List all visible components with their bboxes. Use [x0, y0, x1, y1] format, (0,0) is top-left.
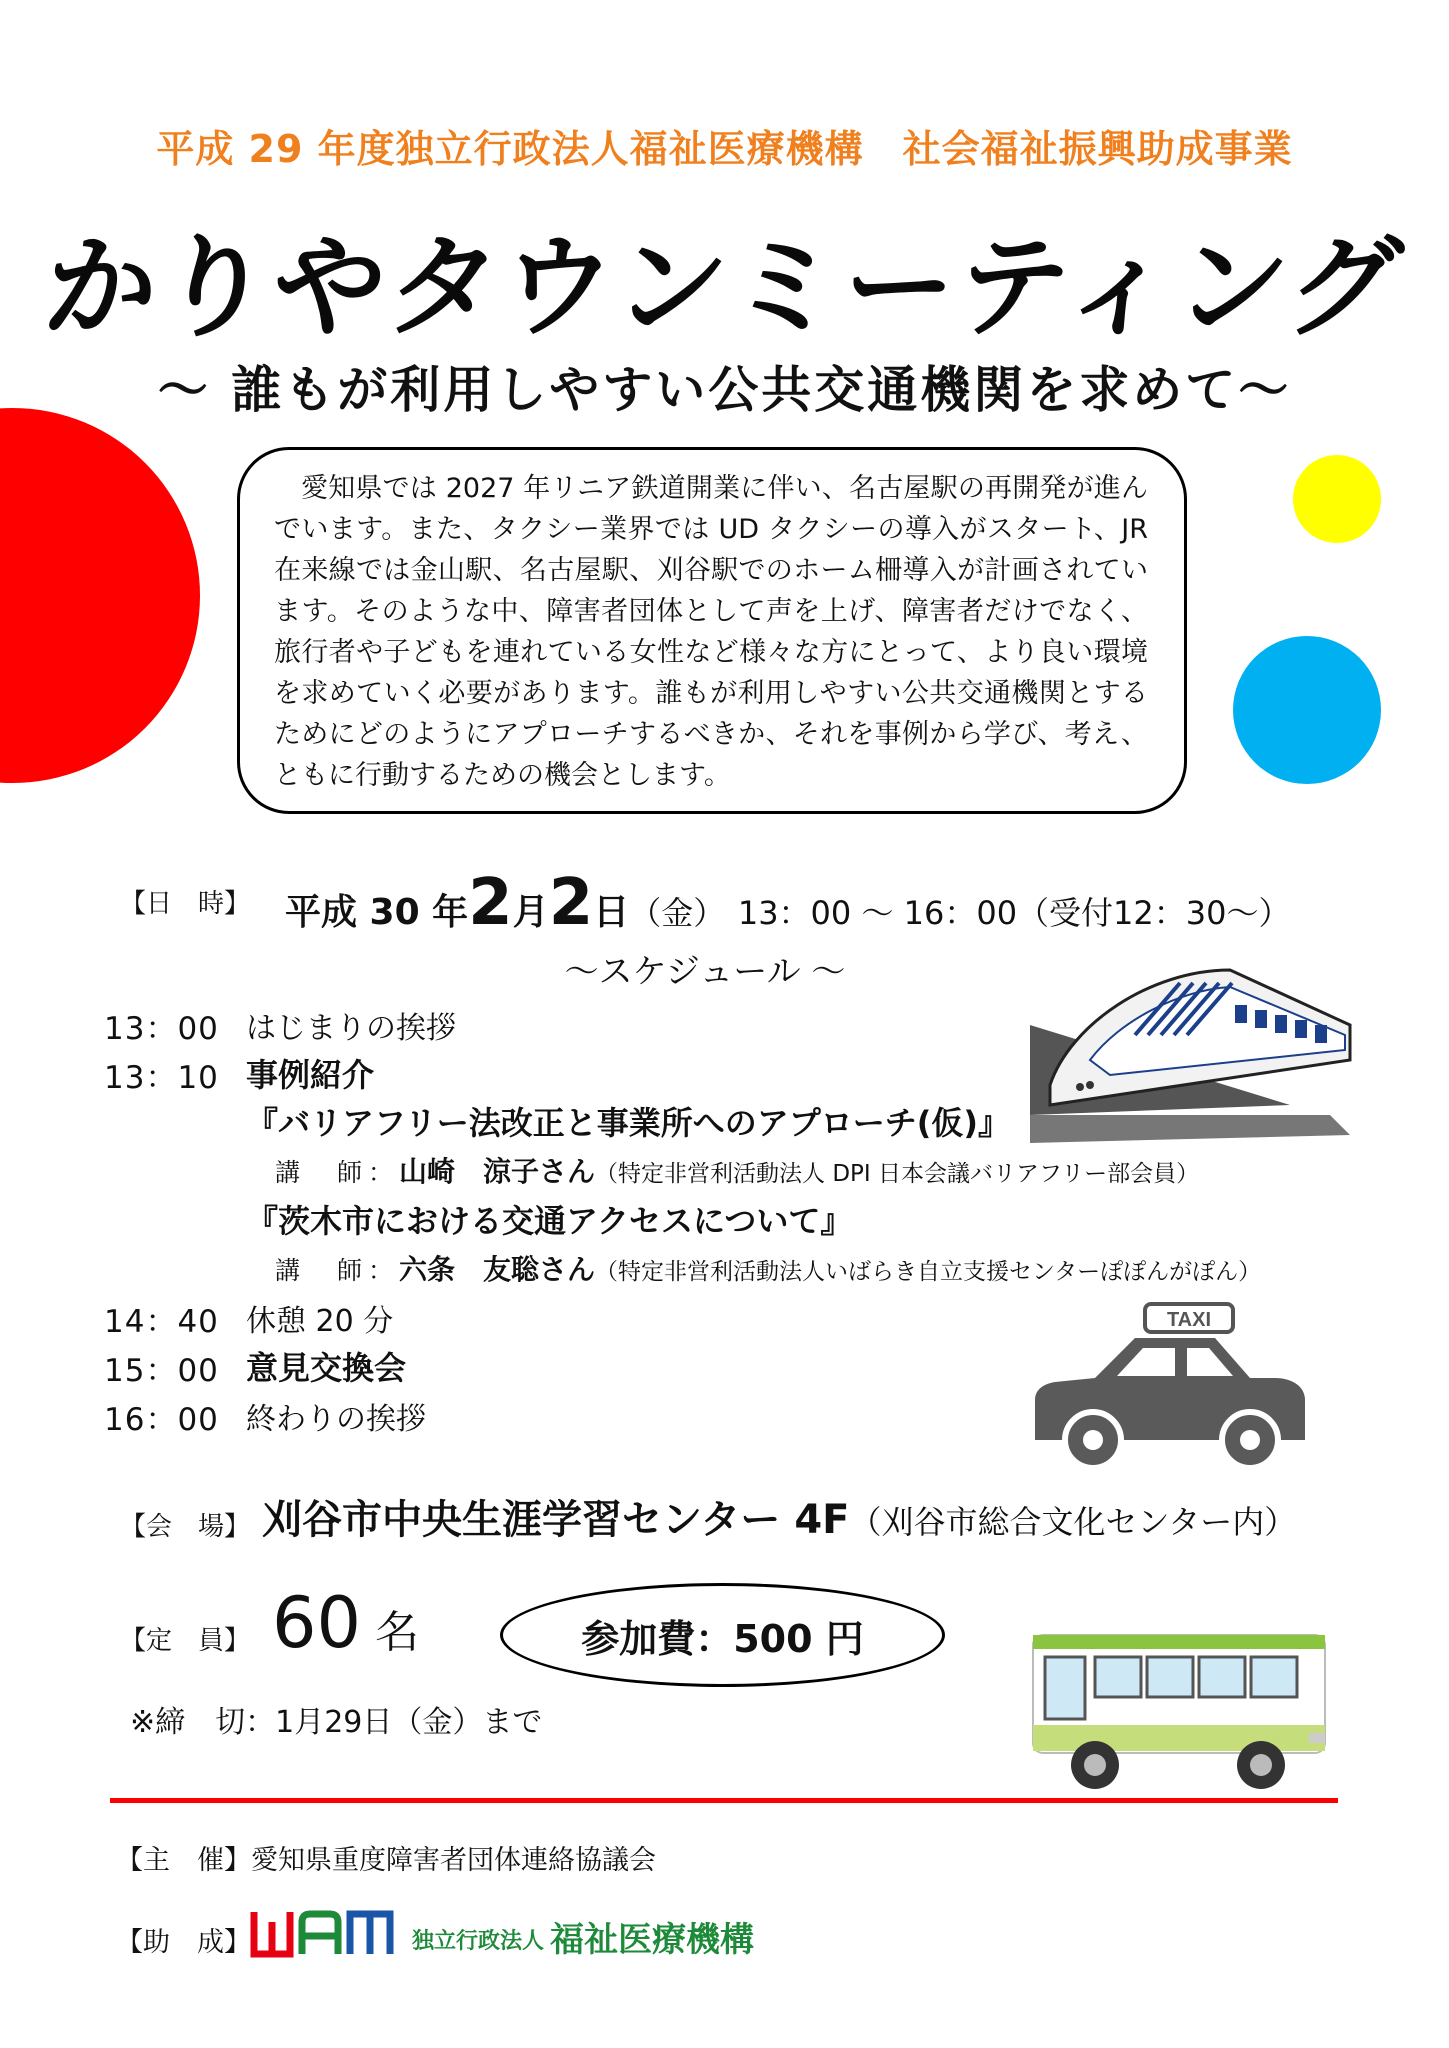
page-subtitle: ～ 誰もが利用しやすい公共交通機関を求めて～ [157, 361, 1292, 419]
host-label: 【主 催】 [116, 1845, 251, 1876]
venue-label: 【会 場】 [120, 1512, 251, 1542]
schedule-item: 意見交換会 [246, 1349, 407, 1387]
capacity-number: 60 [272, 1582, 362, 1664]
taxi-sign-text: TAXI [1166, 1309, 1212, 1331]
train-illustration [1030, 965, 1360, 1145]
host-line [116, 1838, 656, 1877]
page-title: かりやタウンミーティング [38, 223, 1409, 353]
grant-org-name: 福祉医療機構 [550, 1920, 754, 1960]
schedule-time: 14：40 [104, 1304, 219, 1340]
schedule-item: はじまりの挨拶 [246, 1011, 456, 1046]
lecturer-affiliation: （特定非営利活動法人 DPI 日本会議バリアフリー部会員） [595, 1161, 1200, 1187]
grant-program-heading: 平成 29 年度独立行政法人福祉医療機構 社会福祉振興助成事業 [156, 127, 1293, 171]
schedule-item: 休憩 20 分 [246, 1304, 394, 1339]
red-circle-decoration [0, 408, 200, 783]
capacity-value [272, 1582, 419, 1664]
grant-label: 【助 成】 [116, 1927, 251, 1958]
lecturer-label: 講 師： [275, 1158, 400, 1187]
date-day-unit: 日 [593, 892, 630, 933]
venue-name: 刈谷市中央生涯学習センター 4F [262, 1497, 850, 1543]
schedule-time: 13：00 [104, 1011, 219, 1047]
fee-badge: 参加費：500 円 [500, 1583, 945, 1687]
capacity-label: 【定 員】 [120, 1626, 251, 1656]
talk-title: 『茨木市における交通アクセスについて』 [246, 1202, 853, 1240]
host-name: 愛知県重度障害者団体連絡協議会 [251, 1845, 656, 1876]
blue-circle-decoration [1233, 636, 1381, 784]
date-time: 13：00 ～ 16：00（受付12：30～） [737, 894, 1291, 932]
schedule-time: 13：10 [104, 1060, 219, 1096]
schedule-time: 16：00 [104, 1402, 219, 1438]
date-month: 2 [468, 866, 513, 940]
intro-text: 愛知県では 2027 年リニア鉄道開業に伴い、名古屋駅の再開発が進んでいます。また、タクシー業界では UD タクシーの導入がスタート、JR 在来線では金山駅、名古屋駅、刈谷駅でのホーム柵導入が計画されています。そのような中、障害者団体として声を上げ、障害者だけでなく、旅行者や子どもを連れている女性など様々な方にとって、より良い環境を求めていく必要があります。誰もが利用しやすい公共交通機関とするためにどのようにアプローチするべきか、それを事例から学び、考え、ともに行動するための機会とします。 [274, 473, 1148, 791]
grant-org-prefix: 独立行政法人 [412, 1929, 545, 1954]
date-weekday: （金） [629, 894, 726, 932]
date-era: 平成 30 年 [285, 892, 469, 933]
schedule-item: 終わりの挨拶 [246, 1402, 426, 1437]
intro-box [237, 447, 1187, 814]
lecturer-label: 講 師： [275, 1256, 400, 1285]
venue-value [262, 1488, 1296, 1545]
date-value [285, 866, 1291, 940]
schedule-item: 事例紹介 [246, 1056, 375, 1094]
schedule-time: 15：00 [104, 1353, 219, 1389]
date-day: 2 [548, 866, 594, 940]
lecturer-name: 山崎 涼子さん [399, 1155, 596, 1188]
lecturer-affiliation: （特定非営利活動法人いばらき自立支援センターぽぽんがぽん） [595, 1259, 1262, 1285]
divider-line [110, 1798, 1338, 1803]
capacity-unit: 名 [375, 1607, 420, 1658]
date-month-unit: 月 [512, 892, 549, 933]
bus-illustration [1025, 1625, 1335, 1795]
wam-logo [250, 1908, 395, 1960]
date-label: 【日 時】 [120, 889, 251, 919]
taxi-illustration [1025, 1300, 1315, 1475]
schedule-heading: ～スケジュール ～ [564, 952, 846, 992]
lecturer-line [275, 1248, 1261, 1288]
talk-title: 『バリアフリー法改正と事業所へのアプローチ(仮)』 [246, 1104, 1010, 1142]
yellow-circle-decoration [1293, 455, 1381, 543]
lecturer-name: 六条 友聡さん [399, 1253, 596, 1286]
deadline-text: ※締 切：1月29日（金）まで [130, 1705, 543, 1740]
venue-note: （刈谷市総合文化センター内） [849, 1503, 1297, 1541]
lecturer-line [275, 1150, 1199, 1190]
